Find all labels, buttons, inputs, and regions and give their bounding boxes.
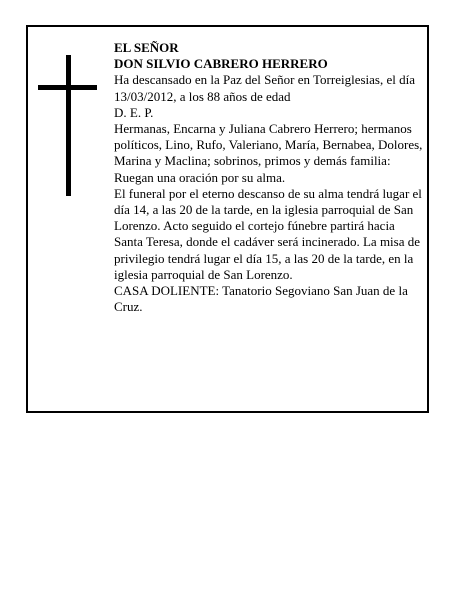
death-announcement: Ha descansado en la Paz del Señor en Torreiglesias, el día 13/03/2012, a los 88 años de edad <box>114 72 415 104</box>
family-list: Hermanas, Encarna y Juliana Cabrero Herrero; hermanos políticos, Lino, Rufo, Valeriano, María, Bernabea, Dolores, Marina y Maclina; sobrinos, primos y demás familia: <box>114 121 423 169</box>
funeral-details: El funeral por el eterno descanso de su alma tendrá lugar el día 14, a las 20 de la tarde, en la iglesia parroquial de San Lorenzo. Acto seguido el cortejo fúnebre partirá hacia Santa Teresa, donde el cadáver será incinerado. La misa de privilegio tendrá lugar el día 15, a las 20 de la tarde, en la iglesia parroquial de San Lorenzo. <box>114 185 422 282</box>
cross-vertical-bar <box>66 55 71 196</box>
prayer-request: Ruegan una oración por su alma. <box>114 169 286 185</box>
mourning-house: CASA DOLIENTE: Tanatorio Segoviano San Juan de la Cruz. <box>114 283 408 315</box>
rip-line: D. E. P. <box>114 104 154 120</box>
notice-title: EL SEÑOR <box>114 40 179 55</box>
deceased-name: DON SILVIO CABRERO HERRERO <box>114 56 328 72</box>
notice-text <box>114 40 424 315</box>
cross-horizontal-bar <box>38 85 97 90</box>
